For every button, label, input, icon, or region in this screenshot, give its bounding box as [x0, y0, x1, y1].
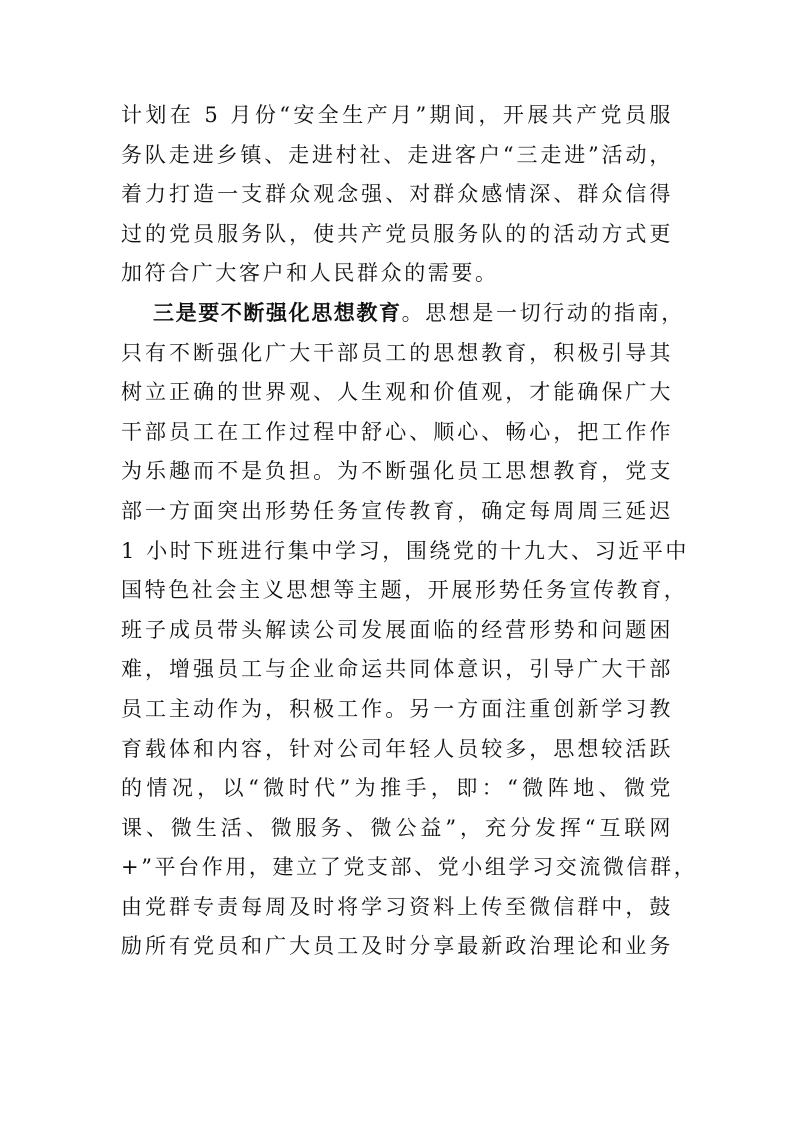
body-text [121, 96, 698, 967]
paragraph-line: 国特色社会主义思想等主题，开展形势任务宣传教育， [121, 578, 688, 603]
section-heading: 三是要不断强化思想教育 [153, 300, 402, 325]
paragraph-line: 树立正确的世界观、人生观和价值观，才能确保广大 [121, 380, 673, 405]
paragraph-first-line [121, 294, 685, 334]
paragraph-line: 1 小时下班进行集中学习，围绕党的十九大、习近平中 [121, 538, 690, 563]
paragraph-line: 着力打造一支群众观念强、对群众感情深、群众信得 [121, 182, 673, 207]
paragraph-line: 为乐趣而不是负担。为不断强化员工思想教育，党支 [121, 459, 673, 484]
paragraph-line: 励所有党员和广大员工及时分享最新政治理论和业务 [121, 934, 673, 959]
paragraph-line: 只有不断强化广大干部员工的思想教育，积极引导其 [121, 340, 673, 365]
paragraph-line: 班子成员带头解读公司发展面临的经营形势和问题困 [121, 617, 673, 642]
paragraph-line: 计划在 5 月份“安全生产月”期间，开展共产党员服 [121, 103, 673, 127]
paragraph-line: 育载体和内容，针对公司年轻人员较多，思想较活跃 [121, 736, 673, 761]
paragraph-line: 员工主动作为，积极工作。另一方面注重创新学习教 [121, 696, 673, 721]
paragraph-text: 。思想是一切行动的指南， [401, 300, 685, 325]
paragraph-line: 难，增强员工与企业命运共同体意识，引导广大干部 [121, 657, 673, 682]
paragraph-line: 加符合广大客户和人民群众的需要。 [121, 261, 499, 286]
paragraph-line: 的情况，以“微时代”为推手，即：“微阵地、微党 [121, 776, 673, 801]
paragraph-line: 由党群专责每周及时将学习资料上传至微信群中，鼓 [121, 894, 673, 919]
paragraph-line: 过的党员服务队，使共产党员服务队的的活动方式更 [121, 221, 673, 246]
paragraph-line: +”平台作用，建立了党支部、党小组学习交流微信群， [121, 855, 698, 880]
paragraph-line: 课、微生活、微服务、微公益”，充分发挥“互联网 [121, 815, 673, 840]
paragraph-line: 干部员工在工作过程中舒心、顺心、畅心，把工作作 [121, 419, 673, 444]
paragraph-line: 部一方面突出形势任务宣传教育，确定每周周三延迟 [121, 498, 673, 523]
paragraph-line: 务队走进乡镇、走进村社、走进客户“三走进”活动， [121, 142, 673, 167]
